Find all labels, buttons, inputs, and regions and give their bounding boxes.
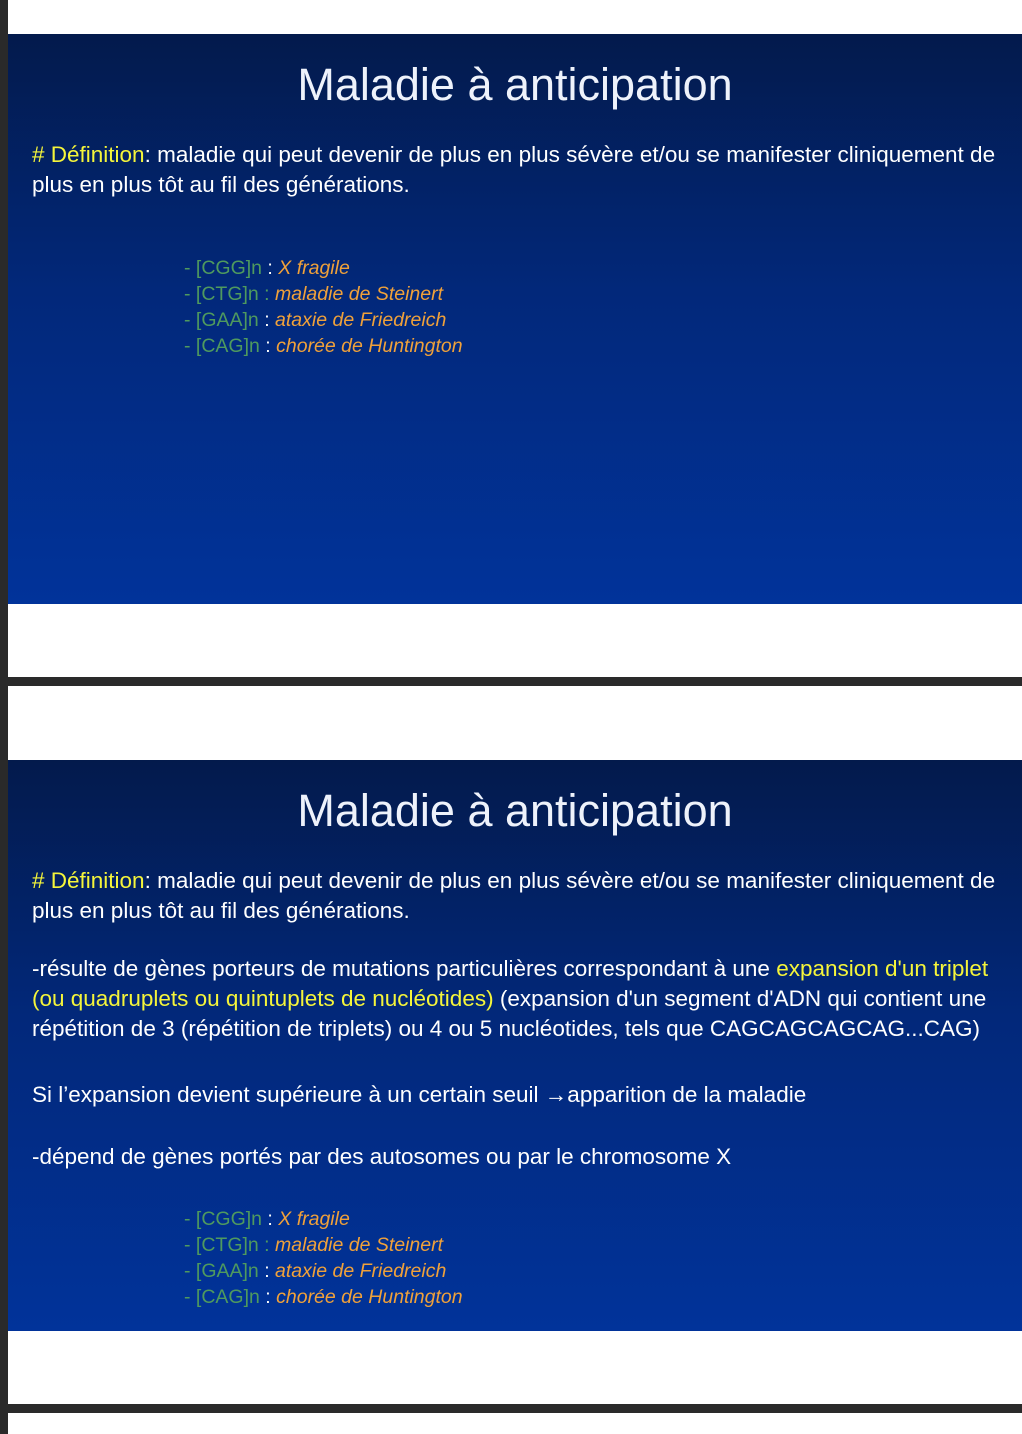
disease-name: maladie de Steinert (275, 283, 444, 305)
list-item (184, 255, 463, 281)
disease-name: ataxie de Friedreich (275, 309, 447, 331)
definition-label: # Définition (32, 142, 145, 167)
paragraph-highlight: expansion d'un triplet (ou quadruplets ou quintuplets de nucléotides) (32, 956, 989, 1011)
separator: : (258, 309, 276, 331)
disease-name: X fragile (278, 257, 350, 279)
list-item (184, 1284, 463, 1310)
paragraph-text: -résulte de gènes porteurs de mutations particulières correspondant à une (32, 956, 777, 981)
separator: : (259, 335, 277, 357)
disease-name: X fragile (278, 1208, 350, 1230)
repeat-code: - [CTG]n : (184, 283, 276, 305)
document-page-3 (8, 1413, 1022, 1434)
slide-1 (8, 34, 1022, 604)
autosome-paragraph: -dépend de gènes portés par des autosomes ou par le chromosome X (32, 1144, 732, 1169)
list-item (184, 1232, 463, 1258)
separator: : (258, 1260, 276, 1282)
repeat-code: - [CAG]n (184, 335, 260, 357)
disease-name: ataxie de Friedreich (275, 1260, 447, 1282)
expansion-paragraph (32, 954, 1002, 1044)
list-item (184, 307, 463, 333)
repeat-code: - [CGG]n (184, 1208, 263, 1230)
repeat-disease-list (184, 1206, 463, 1310)
repeat-code: - [GAA]n (184, 1260, 259, 1282)
slide-title: Maladie à anticipation (297, 785, 733, 836)
list-item (184, 1258, 463, 1284)
list-item (184, 333, 463, 359)
document-page-1 (8, 0, 1022, 677)
slide-2 (8, 760, 1022, 1331)
disease-name: chorée de Huntington (276, 335, 463, 357)
list-item (184, 1206, 463, 1232)
document-page-2 (8, 686, 1022, 1404)
repeat-code: - [CTG]n : (184, 1234, 276, 1256)
separator: : (259, 1286, 277, 1308)
definition-text: : maladie qui peut devenir de plus en plus sévère et/ou se manifester cliniquement de plus en plus tôt au fil des générations. (32, 142, 996, 197)
slide-title: Maladie à anticipation (297, 59, 733, 110)
disease-name: maladie de Steinert (275, 1234, 444, 1256)
repeat-disease-list (184, 255, 463, 359)
repeat-code: - [GAA]n (184, 309, 259, 331)
definition (32, 140, 1002, 200)
repeat-code: - [CAG]n (184, 1286, 260, 1308)
list-item (184, 281, 463, 307)
separator: : (262, 257, 279, 279)
definition-label: # Définition (32, 868, 145, 893)
repeat-code: - [CGG]n (184, 257, 263, 279)
disease-name: chorée de Huntington (276, 1286, 463, 1308)
separator: : (262, 1208, 279, 1230)
threshold-paragraph: Si l’expansion devient supérieure à un certain seuil →apparition de la maladie (32, 1082, 807, 1107)
definition-text: : maladie qui peut devenir de plus en plus sévère et/ou se manifester cliniquement de plus en plus tôt au fil des générations. (32, 868, 996, 923)
paragraph-text: (expansion d'un segment d'ADN qui contient une répétition de 3 (répétition de triplets) ou 4 ou 5 nucléotides, tels que CAGCAGCAGCAG...CAG) (32, 986, 987, 1041)
definition (32, 866, 1002, 926)
